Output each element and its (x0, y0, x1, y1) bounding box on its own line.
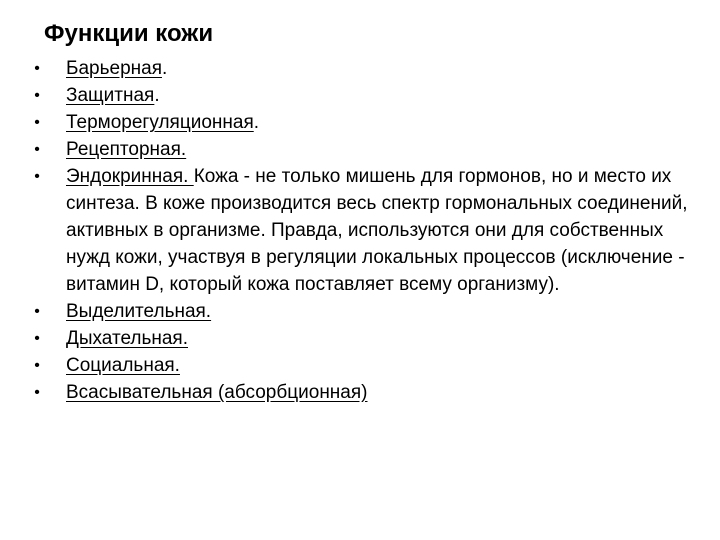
function-term: Выделительная. (66, 301, 212, 322)
function-term: Дыхательная. (66, 328, 188, 349)
function-text: . (161, 58, 168, 79)
function-term: Социальная. (66, 355, 180, 376)
bullet-icon: • (34, 60, 40, 77)
list-item-absorptive (28, 379, 688, 406)
bullet-icon: • (34, 168, 40, 185)
function-term: Защитная (66, 85, 155, 106)
list-item-endocrine (28, 163, 688, 298)
function-text: . (253, 112, 260, 133)
list-item-barrier (28, 55, 688, 82)
function-term: Всасывательная (абсорбционная) (66, 382, 368, 403)
list-item-excretory (28, 298, 688, 325)
list-item-social (28, 352, 688, 379)
function-text: . (154, 85, 160, 106)
function-text: Кожа - не только мишень для гормонов, но и место их синтеза. В коже производится весь спектр гормональных соединений, активных в организме. Правда, используются они для собственных нужд кожи, участвуя в регуляции локальных процессов (исключение - витамин D, который кожа поставляет всему организму). (66, 166, 688, 295)
bullet-icon: • (34, 330, 40, 347)
function-term: Барьерная (66, 58, 162, 79)
bullet-icon: • (34, 384, 40, 401)
function-term: Эндокринная. (66, 166, 194, 187)
list-item-respiratory (28, 325, 688, 352)
list-item-receptor (28, 136, 688, 163)
list-item-thermoregulation (28, 109, 688, 136)
bullet-icon: • (34, 303, 40, 320)
skin-functions-list (28, 55, 688, 406)
bullet-icon: • (34, 87, 40, 104)
bullet-icon: • (34, 114, 40, 131)
list-item-protective (28, 82, 688, 109)
bullet-icon: • (34, 357, 40, 374)
bullet-icon: • (34, 141, 40, 158)
function-term: Рецепторная. (66, 139, 187, 160)
function-term: Терморегуляционная (66, 112, 254, 133)
slide-title: Функции кожи (44, 20, 214, 47)
